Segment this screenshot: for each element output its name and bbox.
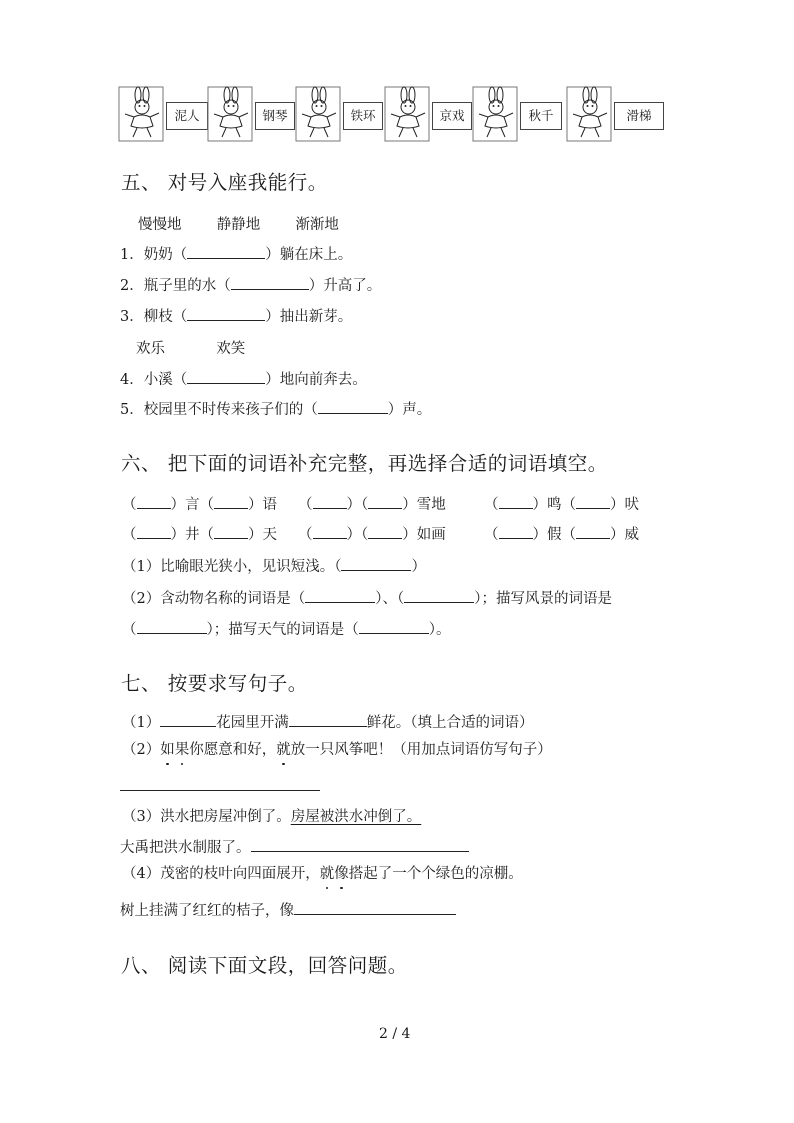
sentence-task: [122, 807, 421, 827]
answer-blank[interactable]: [187, 307, 265, 321]
task-text: （4）茂密的枝叶向四面展开，: [122, 866, 320, 882]
question: [122, 589, 612, 609]
task-text: 放一只风筝吧！（用加点词语仿写句子）: [290, 742, 552, 758]
answer-blank[interactable]: [313, 525, 347, 539]
page-number: 2 / 4: [379, 1026, 411, 1042]
idiom-text: （: [298, 527, 313, 543]
answer-blank[interactable]: [305, 589, 375, 603]
answer-blank[interactable]: [137, 620, 207, 634]
item-text: ）地向前奔去。: [265, 372, 367, 388]
idiom-text: ）天: [248, 527, 277, 543]
idiom-item: [484, 525, 639, 545]
question-text: ）；描写天气的词语是（: [206, 622, 359, 638]
idiom-text: ）威: [610, 527, 639, 543]
answer-blank[interactable]: [187, 245, 265, 259]
idiom-text: （: [298, 497, 313, 513]
idiom-text: ）（: [346, 497, 369, 513]
item-text: ）声。: [387, 402, 432, 418]
task-text: 大禹把洪水制服了。: [120, 840, 251, 856]
fill-item: [120, 245, 352, 265]
section-title: 八、 阅读下面文段，回答问题。: [121, 954, 408, 977]
answer-blank[interactable]: [318, 400, 388, 414]
word-box: 京戏: [432, 102, 472, 130]
answer-blank[interactable]: [368, 495, 402, 509]
sentence-task: [120, 901, 456, 921]
item-text: ）抽出新芽。: [265, 309, 353, 325]
idiom-text: （: [122, 497, 137, 513]
answer-blank[interactable]: [341, 557, 411, 571]
answer-blank[interactable]: [231, 276, 309, 290]
fill-item: [120, 400, 431, 420]
section-title: 七、 按要求写句子。: [121, 672, 308, 695]
word-box: 钢琴: [255, 102, 295, 130]
question-text: ）。: [428, 622, 451, 638]
emphasis-char: 像: [334, 866, 349, 882]
emphasis-char: 果: [174, 742, 190, 758]
item-text: ）躺在床上。: [265, 247, 353, 263]
word-box: 泥人: [166, 102, 208, 130]
question: [122, 620, 451, 640]
fill-item: [120, 370, 367, 390]
answer-blank[interactable]: [404, 589, 474, 603]
fill-item: [120, 307, 352, 327]
word-box: 秋千: [520, 102, 562, 130]
idiom-item: [298, 525, 446, 545]
fill-item: [120, 276, 381, 296]
sentence-task: [122, 740, 552, 760]
task-text: （3）洪水把房屋冲倒了。: [122, 809, 291, 825]
word-bank-item: 慢慢地: [138, 217, 182, 233]
question-text: ）: [411, 559, 426, 575]
word-box: 滑梯: [614, 102, 664, 130]
word-bank-item: 欢乐: [136, 341, 165, 357]
bunny-icon: [118, 86, 164, 142]
word-bank-item: 静静地: [216, 217, 261, 233]
idiom-text: ）言（: [170, 497, 214, 513]
task-text: 你愿意和好，: [189, 742, 277, 758]
question: [122, 557, 426, 577]
answer-blank[interactable]: [137, 495, 171, 509]
answer-blank[interactable]: [313, 495, 347, 509]
idiom-item: [122, 525, 277, 545]
answer-blank[interactable]: [294, 901, 456, 915]
idiom-text: （: [484, 527, 499, 543]
answer-blank[interactable]: [160, 713, 216, 727]
task-text: 花园里开满: [216, 715, 289, 731]
idiom-item: [298, 495, 446, 515]
item-text: 4．小溪（: [120, 372, 188, 388]
task-text: 树上挂满了红红的桔子，像: [120, 903, 294, 919]
answer-blank[interactable]: [214, 495, 248, 509]
answer-blank[interactable]: [289, 713, 367, 727]
task-text: 鲜花。（填上合适的词语）: [366, 715, 534, 731]
sentence-task: [122, 713, 533, 733]
task-text: 搭起了一个个绿色的凉棚。: [348, 866, 523, 882]
idiom-text: ）井（: [170, 527, 214, 543]
task-text: （1）: [122, 715, 161, 731]
question-text: （1）比喻眼光狭小，见识短浅。（: [122, 559, 342, 575]
section-title: 五、 对号入座我能行。: [121, 171, 328, 194]
item-text: 3．柳枝（: [120, 309, 188, 325]
word-box: 铁环: [343, 102, 383, 130]
question-text: ）；描写风景的词语是: [474, 591, 612, 607]
answer-blank[interactable]: [576, 525, 610, 539]
item-text: 2．瓶子里的水（: [120, 278, 231, 294]
answer-blank[interactable]: [499, 525, 533, 539]
word-bank-item: 欢笑: [216, 341, 246, 357]
bunny-icon: [207, 86, 253, 142]
question-text: （2）含动物名称的词语是（: [122, 591, 306, 607]
idiom-text: ）鸣（: [532, 497, 576, 513]
answer-blank[interactable]: [187, 370, 265, 384]
answer-blank[interactable]: [251, 838, 469, 852]
bunny-icon: [295, 86, 341, 142]
example-sentence: 房屋被洪水冲倒了。: [290, 809, 422, 825]
answer-blank[interactable]: [576, 495, 610, 509]
emphasis-char: 如: [160, 742, 175, 758]
idiom-text: ）（: [346, 527, 369, 543]
bunny-icon: [384, 86, 430, 142]
emphasis-char: 就: [276, 742, 291, 758]
idiom-text: ）语: [248, 497, 277, 513]
word-bank: [136, 339, 245, 359]
bunny-icon: [472, 86, 518, 142]
answer-blank[interactable]: [359, 620, 429, 634]
emphasis-char: 就: [319, 866, 335, 882]
item-text: 5．校园里不时传来孩子们的（: [120, 402, 318, 418]
word-bank-item: 渐渐地: [295, 217, 339, 233]
section-title: 六、 把下面的词语补充完整，再选择合适的词语填空。: [121, 452, 608, 475]
item-text: 1．奶奶（: [120, 247, 188, 263]
answer-blank[interactable]: [368, 525, 402, 539]
item-text: ）升高了。: [308, 278, 382, 294]
answer-line[interactable]: [120, 790, 320, 791]
idiom-item: [122, 495, 277, 515]
bunny-icon: [566, 86, 612, 142]
idiom-text: （: [122, 527, 137, 543]
idiom-item: [484, 495, 639, 515]
idiom-text: （: [484, 497, 499, 513]
task-text: （2）: [122, 742, 161, 758]
word-bank: [138, 215, 339, 235]
answer-blank[interactable]: [499, 495, 533, 509]
answer-blank[interactable]: [214, 525, 248, 539]
sentence-task: [122, 864, 523, 884]
answer-blank[interactable]: [137, 525, 171, 539]
question-text: （: [122, 622, 137, 638]
question-text: ）、（: [375, 591, 405, 607]
idiom-text: ）吠: [610, 497, 639, 513]
sentence-task: [120, 838, 469, 858]
idiom-text: ）雪地: [402, 497, 446, 513]
idiom-text: ）假（: [532, 527, 576, 543]
idiom-text: ）如画: [402, 527, 446, 543]
